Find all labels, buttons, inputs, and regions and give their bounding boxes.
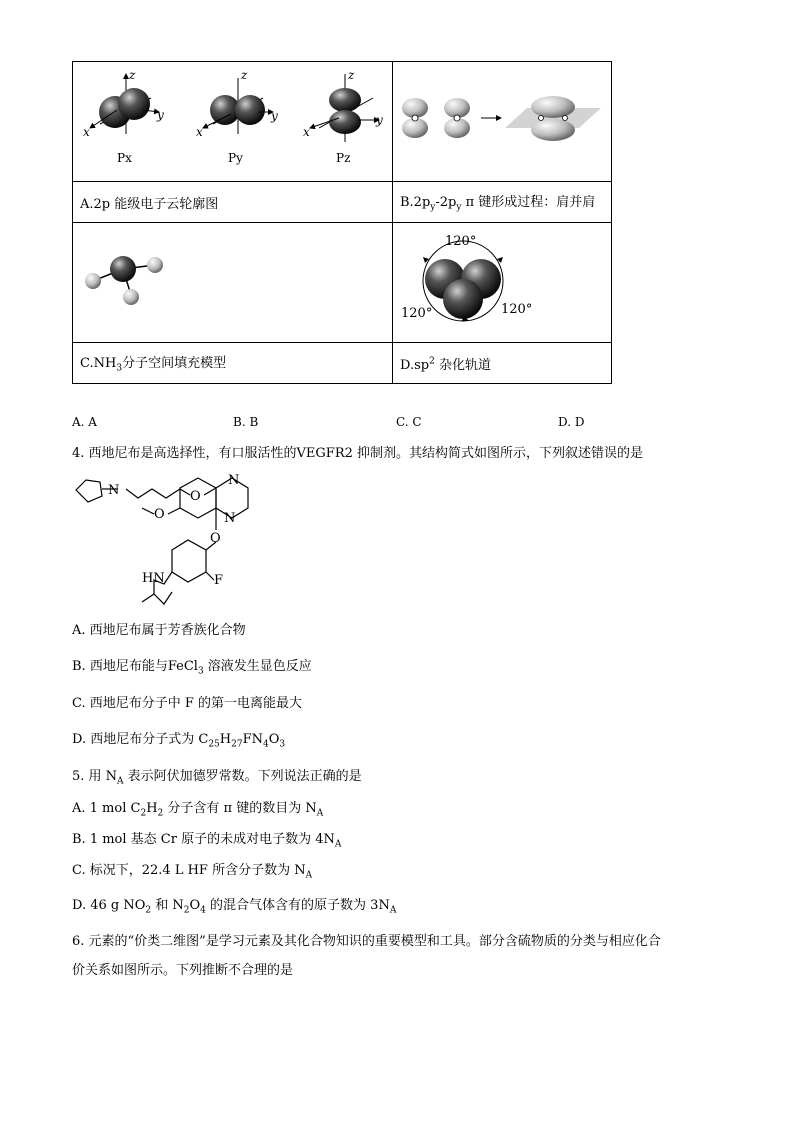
structure-hn: HN: [142, 571, 165, 586]
q6-stem-line1: 6. 元素的“价类二维图”是学习元素及其化合物知识的重要模型和工具。部分含硫物质的分类与相应化合: [72, 934, 661, 949]
pz-orbital: [303, 68, 383, 165]
structure-n1: N: [108, 483, 120, 498]
pi-bond-figure: [393, 62, 611, 177]
structure-f: F: [214, 573, 224, 588]
cell-c-caption: $C.NH_3$分子空间填充模型: [73, 343, 393, 384]
q5-option-a[interactable]: A. 1 mol $C_2H_2$ 分子含有 π 键的数目为 $N_A$: [72, 801, 324, 819]
x-axis-label: x: [83, 125, 90, 139]
q3-option-b[interactable]: B. B: [233, 415, 259, 429]
q3-option-a[interactable]: A. A: [72, 415, 97, 429]
z-axis-label: z: [348, 68, 355, 82]
structure-o3: O: [210, 531, 221, 546]
pz-label: Pz: [336, 151, 351, 165]
py-orbital: [196, 68, 278, 165]
q4-option-a[interactable]: A. 西地尼布属于芳香族化合物: [72, 623, 246, 638]
y-axis-label: y: [157, 108, 164, 122]
cell-d-caption: $D.sp^2$ 杂化轨道: [393, 343, 612, 384]
px-label: Px: [117, 151, 132, 165]
angle-label-top: 120°: [445, 234, 477, 249]
structure-o2: O: [154, 507, 165, 522]
y-axis-label: y: [376, 113, 383, 127]
q4-stem: 4. 西地尼布是高选择性，有口服活性的VEGFR2 抑制剂。其结构简式如图所示，下列叙述错误的是: [72, 446, 644, 461]
q4-option-b[interactable]: B. 西地尼布能与FeCl$_3$ 溶液发生显色反应: [72, 659, 312, 677]
q5-stem: 5. 用 $N_A$ 表示阿伏加德罗常数。下列说法正确的是: [72, 769, 362, 787]
x-axis-label: x: [196, 125, 203, 139]
nh3-model-figure: [73, 223, 392, 338]
q4-option-d[interactable]: D. 西地尼布分子式为 $C_{25}H_{27}FN_4O_3$: [72, 732, 286, 750]
q6-stem-line2: 价关系如图所示。下列推断不合理的是: [72, 963, 294, 978]
q3-option-table: [72, 61, 612, 384]
structure-n3: N: [224, 511, 236, 526]
z-axis-label: z: [241, 68, 248, 82]
q5-option-b[interactable]: B. 1 mol 基态 Cr 原子的未成对电子数为 $4N_A$: [72, 832, 342, 850]
cell-c-figure: [73, 223, 393, 343]
cell-b-figure: [393, 62, 612, 182]
q3-option-d[interactable]: D. D: [558, 415, 585, 429]
angle-label-right: 120°: [501, 302, 533, 317]
q3-option-c[interactable]: C. C: [396, 415, 422, 429]
z-axis-label: z: [129, 68, 136, 82]
px-orbital: [83, 68, 164, 165]
q5-option-c[interactable]: C. 标况下，22.4 L HF 所含分子数为 $N_A$: [72, 863, 313, 881]
structure-n2: N: [228, 473, 240, 488]
cell-d-figure: [393, 223, 612, 343]
cell-b-caption: $B.2p_y-2p_y$ π 键形成过程：肩并肩: [393, 182, 612, 223]
cell-a-figure: [73, 62, 393, 182]
y-axis-label: y: [271, 109, 278, 123]
p-orbitals-figure: [73, 62, 392, 177]
q4-option-c[interactable]: C. 西地尼布分子中 F 的第一电离能最大: [72, 696, 303, 711]
cediranib-structure: [68, 470, 258, 615]
structure-o1: O: [190, 489, 201, 504]
py-label: Py: [228, 151, 243, 165]
cell-a-caption: A.2p 能级电子云轮廓图: [73, 182, 393, 223]
sp2-orbital-figure: [393, 223, 611, 338]
angle-label-left: 120°: [401, 306, 433, 321]
q5-option-d[interactable]: D. 46 g $NO_2$ 和 $N_2O_4$ 的混合气体含有的原子数为 $3N_A$: [72, 898, 397, 916]
x-axis-label: x: [303, 125, 310, 139]
